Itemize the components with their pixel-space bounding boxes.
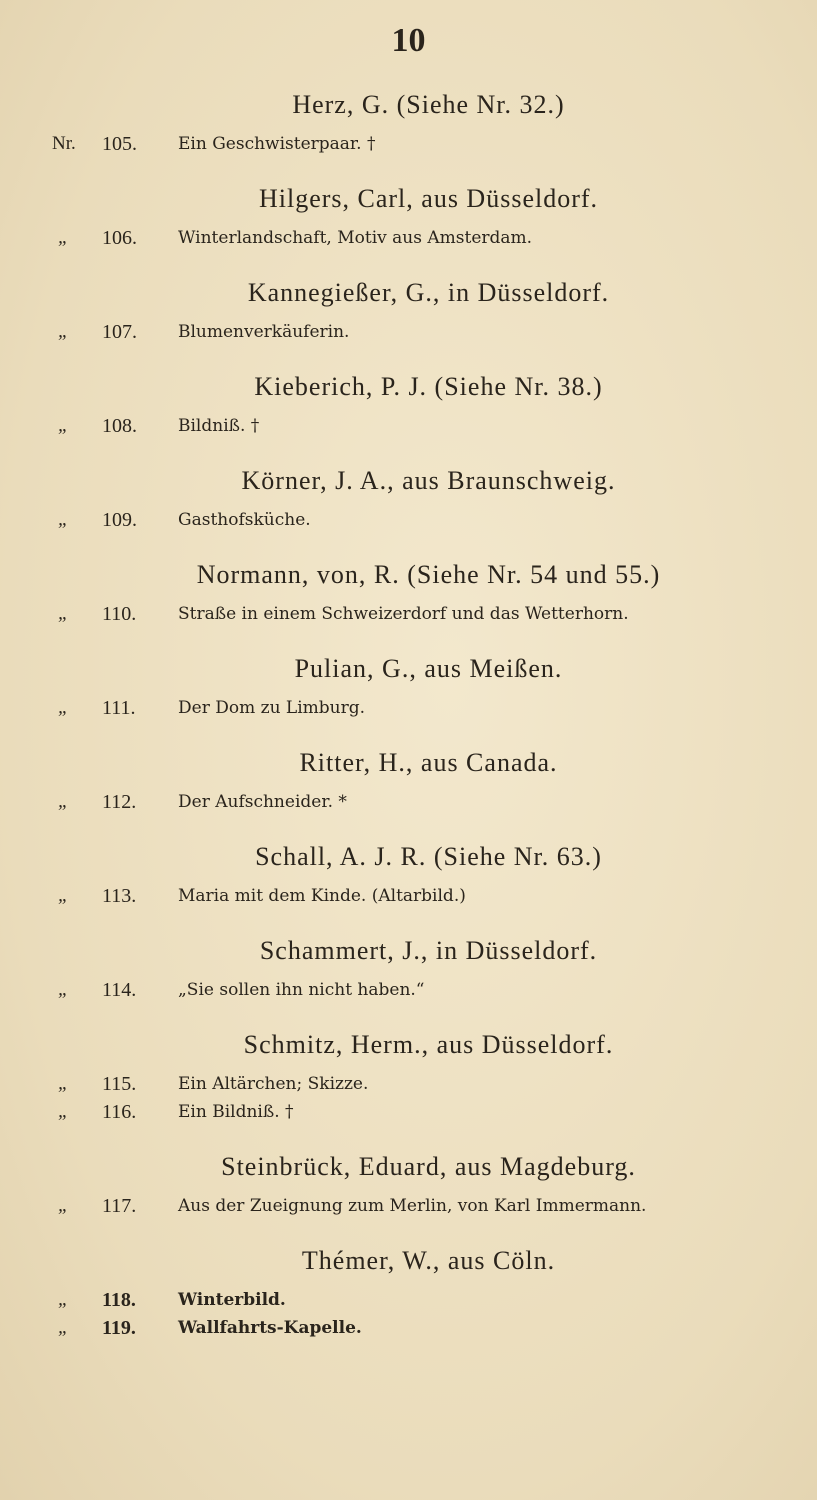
catalogue-number: 108. [102, 415, 137, 437]
artist-heading: Körner, J. A., aus Braunschweig. [241, 466, 616, 495]
catalogue-number: 115. [102, 1073, 137, 1095]
work-title: Straße in einem Schweizerdorf und das Wetterhorn. [178, 604, 629, 624]
artist-heading: Normann, von, R. (Siehe Nr. 54 und 55.) [196, 560, 661, 589]
work-entry [0, 1192, 817, 1220]
catalogue-number: 111. [102, 697, 136, 719]
work-entry [0, 976, 817, 1004]
catalogue-number: 106. [102, 227, 137, 249]
work-entry [0, 1098, 817, 1126]
entry-prefix: „ [58, 603, 69, 624]
artist-heading: Thémer, W., aus Cöln. [301, 1246, 556, 1275]
artist-heading: Schammert, J., in Düsseldorf. [259, 936, 598, 965]
catalogue-number: 114. [102, 979, 137, 1001]
catalogue-number: 113. [102, 885, 137, 907]
work-entry [0, 318, 817, 346]
catalogue-number: 116. [102, 1101, 137, 1123]
work-title: Ein Bildniß. † [178, 1102, 294, 1122]
entry-prefix: „ [58, 697, 69, 718]
artist-heading: Schmitz, Herm., aus Düsseldorf. [243, 1030, 614, 1059]
artist-heading: Hilgers, Carl, aus Düsseldorf. [258, 184, 599, 213]
work-entry [0, 788, 817, 816]
catalogue-number: 107. [102, 321, 137, 343]
catalogue-number: 105. [102, 133, 137, 155]
artist-heading: Pulian, G., aus Meißen. [294, 654, 563, 683]
work-title: Der Dom zu Limburg. [178, 698, 366, 718]
entry-prefix: „ [58, 979, 69, 1000]
entry-prefix: „ [58, 1195, 69, 1216]
catalogue-number: 119. [102, 1317, 136, 1339]
artist-heading: Kieberich, P. J. (Siehe Nr. 38.) [254, 372, 603, 401]
work-title: Wallfahrts-Kapelle. [178, 1318, 362, 1338]
artist-heading: Herz, G. (Siehe Nr. 32.) [292, 90, 565, 119]
work-title: Ein Altärchen; Skizze. [178, 1074, 369, 1094]
entry-prefix: „ [58, 885, 69, 906]
entry-prefix: „ [58, 1073, 69, 1094]
artist-heading: Schall, A. J. R. (Siehe Nr. 63.) [255, 842, 602, 871]
entry-prefix: „ [58, 791, 69, 812]
work-entry [0, 224, 817, 252]
catalogue-number: 109. [102, 509, 137, 531]
work-title: Blumenverkäuferin. [178, 322, 350, 342]
work-title: Maria mit dem Kinde. (Altarbild.) [178, 886, 466, 906]
artist-heading: Steinbrück, Eduard, aus Magdeburg. [221, 1152, 636, 1181]
entry-prefix: „ [58, 1101, 69, 1122]
work-entry [0, 1314, 817, 1342]
work-title: Aus der Zueignung zum Merlin, von Karl Immermann. [178, 1196, 647, 1216]
work-title: Der Aufschneider. * [178, 792, 347, 812]
catalogue-number: 117. [102, 1195, 137, 1217]
page-number: 10 [391, 22, 426, 59]
entry-prefix: „ [58, 227, 69, 248]
work-entry [0, 694, 817, 722]
work-entry [0, 882, 817, 910]
work-title: Bildniß. † [178, 416, 260, 436]
catalogue-entries [0, 88, 817, 1342]
work-entry [0, 130, 817, 158]
work-title: Winterbild. [178, 1290, 286, 1310]
work-entry [0, 1286, 817, 1314]
entry-prefix: „ [58, 1289, 69, 1310]
entry-prefix: „ [58, 1317, 69, 1338]
entry-prefix: „ [58, 415, 69, 436]
artist-heading: Kannegießer, G., in Düsseldorf. [247, 278, 610, 307]
work-entry [0, 506, 817, 534]
entry-prefix: Nr. [52, 133, 76, 154]
entry-prefix: „ [58, 321, 69, 342]
catalogue-number: 110. [102, 603, 137, 625]
work-title: Gasthofsküche. [178, 510, 311, 530]
entry-prefix: „ [58, 509, 69, 530]
catalogue-number: 112. [102, 791, 137, 813]
work-entry [0, 600, 817, 628]
work-title: Winterlandschaft, Motiv aus Amsterdam. [178, 228, 533, 248]
catalogue-number: 118. [102, 1289, 136, 1311]
work-entry [0, 1070, 817, 1098]
work-title: Ein Geschwisterpaar. † [178, 134, 376, 154]
artist-heading: Ritter, H., aus Canada. [299, 748, 558, 777]
work-title: „Sie sollen ihn nicht haben.“ [178, 980, 425, 1000]
work-entry [0, 412, 817, 440]
